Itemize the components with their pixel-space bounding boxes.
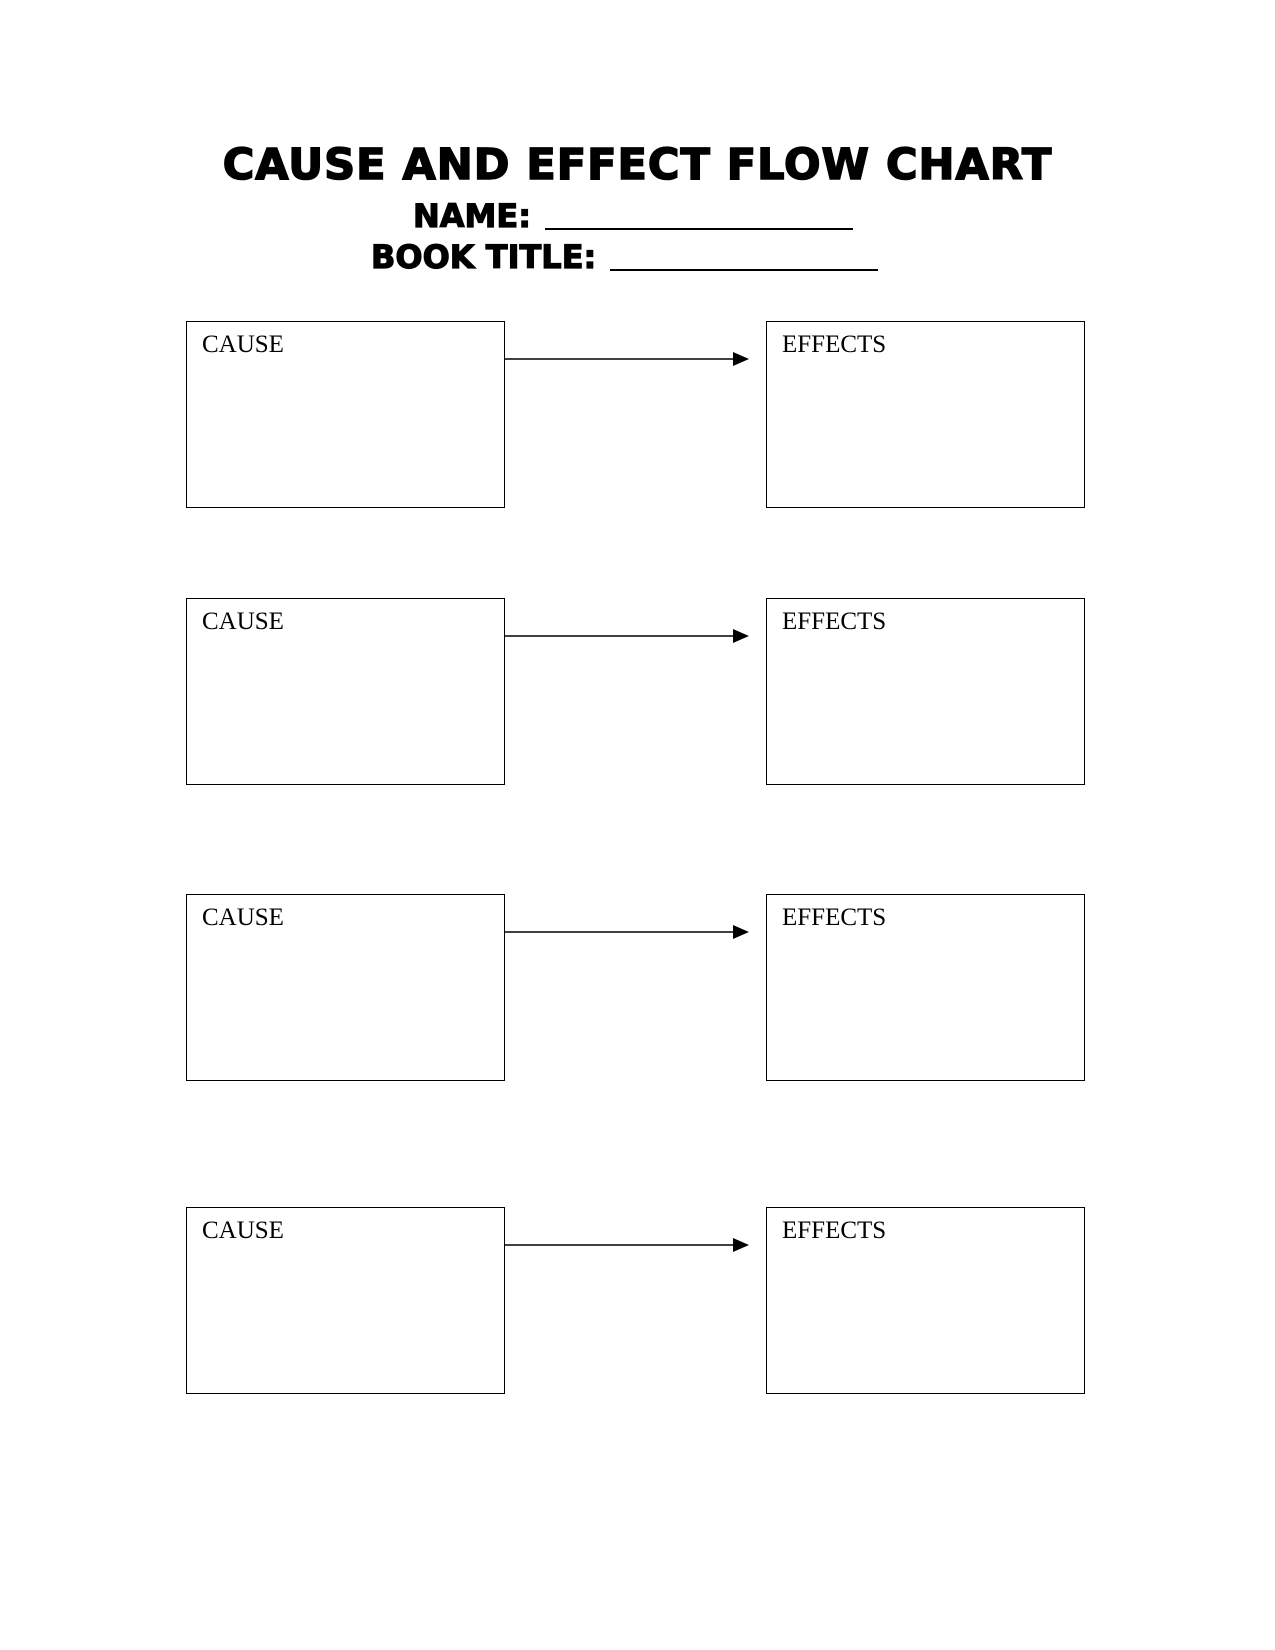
cause-box[interactable] xyxy=(186,598,505,785)
effects-box[interactable] xyxy=(766,321,1085,508)
page-title: CAUSE AND EFFECT FLOW CHART xyxy=(222,140,1053,190)
arrow-right-icon xyxy=(505,349,749,369)
arrow-right-icon xyxy=(505,1235,749,1255)
cause-label: CAUSE xyxy=(202,331,284,358)
effects-label: EFFECTS xyxy=(782,1217,887,1244)
arrow-right-icon xyxy=(505,922,749,942)
cause-label: CAUSE xyxy=(202,904,284,931)
effects-label: EFFECTS xyxy=(782,331,887,358)
effects-box[interactable] xyxy=(766,598,1085,785)
effects-label: EFFECTS xyxy=(782,608,887,635)
cause-box[interactable] xyxy=(186,1207,505,1394)
effects-label: EFFECTS xyxy=(782,904,887,931)
name-field[interactable] xyxy=(413,196,853,236)
book-title-field[interactable] xyxy=(371,237,878,277)
cause-label: CAUSE xyxy=(202,608,284,635)
name-label: NAME: xyxy=(413,197,532,235)
book-title-blank-line[interactable] xyxy=(610,239,878,271)
cause-box[interactable] xyxy=(186,321,505,508)
cause-box[interactable] xyxy=(186,894,505,1081)
effects-box[interactable] xyxy=(766,1207,1085,1394)
arrow-right-icon xyxy=(505,626,749,646)
cause-label: CAUSE xyxy=(202,1217,284,1244)
effects-box[interactable] xyxy=(766,894,1085,1081)
book-title-label: BOOK TITLE: xyxy=(371,238,597,276)
name-blank-line[interactable] xyxy=(545,198,853,230)
